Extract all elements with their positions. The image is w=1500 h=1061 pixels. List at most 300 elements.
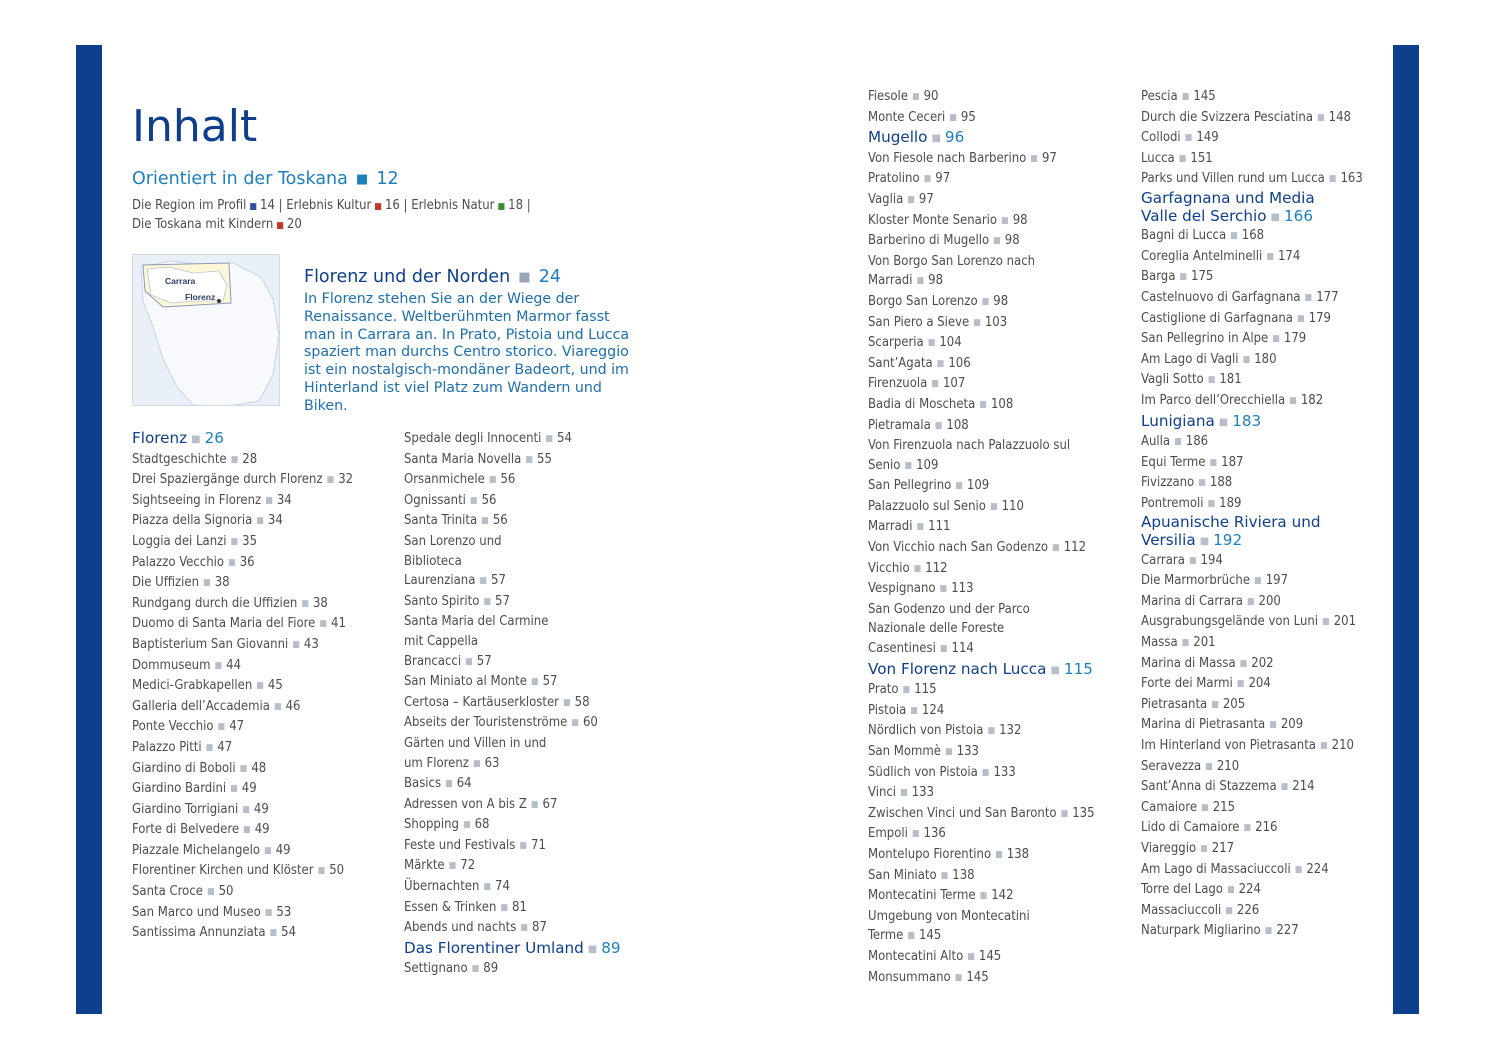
toc-entry-page: 89 [601, 938, 621, 957]
toc-entry-page: 98 [1012, 212, 1028, 228]
toc-entry[interactable] [868, 436, 1083, 476]
intro-list: Die Region im Profil ■ 14 | Erlebnis Kultur ■ 16 | Erlebnis Natur ■ 18 | Die Toskana mit Kindern ■ 20 [132, 198, 531, 232]
toc-entry-title: Von Fiesole nach Barberino [868, 150, 1027, 166]
toc-entry-page: 89 [483, 961, 499, 977]
toc-entry-title: Badia di Moscheta [868, 396, 976, 412]
toc-entry-page: 58 [574, 694, 590, 710]
toc-entry-title: Pescia [1141, 89, 1178, 104]
toc-entry-page: 97 [918, 191, 934, 207]
toc-entry[interactable] [404, 856, 624, 877]
toc-bullet-icon: ■ [1243, 823, 1252, 834]
toc-entry-title: Prato [868, 682, 899, 698]
toc-entry[interactable] [1141, 226, 1381, 247]
toc-entry[interactable] [868, 416, 1113, 437]
toc-bullet-icon: ■ [519, 840, 528, 851]
toc-bullet-icon: ■ [1322, 617, 1330, 628]
toc-bullet-icon: ■ [1319, 741, 1328, 751]
toc-entry[interactable] [1141, 818, 1381, 839]
toc-entry-title: Übernachten [404, 879, 480, 895]
toc-entry[interactable] [132, 656, 377, 677]
toc-entry[interactable] [404, 672, 624, 693]
toc-bullet-icon: ■ [500, 902, 509, 913]
toc-entry[interactable] [1141, 391, 1381, 412]
intro-item[interactable]: Erlebnis Kultur ■ 16 [286, 198, 400, 213]
toc-entry[interactable] [404, 429, 624, 450]
toc-bullet-icon: ■ [230, 784, 238, 795]
toc-entry[interactable] [132, 470, 377, 491]
toc-entry-page: 45 [267, 678, 283, 694]
toc-chapter-heading[interactable] [1141, 514, 1321, 550]
toc-entry[interactable] [132, 450, 377, 471]
toc-entry-page: 71 [531, 837, 546, 853]
toc-entry-page: 57 [542, 674, 558, 690]
toc-entry-title: Empoli [868, 826, 908, 842]
toc-entry[interactable] [404, 511, 624, 532]
toc-entry-title: San Marco und Museo [132, 904, 261, 920]
toc-bullet-icon: ■ [545, 434, 554, 444]
toc-bullet-icon: ■ [1050, 664, 1060, 676]
toc-entry[interactable] [404, 532, 549, 592]
toc-entry-title: Massa [1141, 635, 1178, 651]
toc-entry[interactable] [132, 861, 377, 882]
toc-bullet-icon: ■ [1174, 437, 1182, 448]
toc-entry[interactable] [868, 559, 1113, 580]
toc-entry[interactable] [1141, 715, 1381, 736]
toc-entry[interactable] [868, 907, 1083, 947]
toc-entry[interactable] [132, 841, 377, 862]
toc-entry-title: San Miniato [868, 867, 937, 883]
toc-bullet-icon: ■ [1209, 457, 1218, 468]
toc-entry-page: 32 [338, 472, 354, 488]
toc-entry[interactable] [1141, 860, 1381, 881]
toc-entry-title: Spedale degli Innocenti [404, 431, 542, 446]
toc-entry[interactable] [132, 738, 377, 759]
toc-entry-title: Im Parco dell’Orecchiella [1141, 392, 1286, 408]
toc-entry[interactable] [868, 292, 1113, 313]
section-label: Orientiert in der Toskana [132, 169, 348, 189]
toc-entry[interactable] [1141, 453, 1381, 474]
toc-entry[interactable] [1141, 494, 1381, 515]
toc-entry-title: Essen & Trinken [404, 899, 497, 915]
toc-bullet-icon: ■ [256, 516, 264, 527]
toc-entry[interactable] [868, 87, 1113, 108]
toc-entry[interactable] [132, 511, 377, 532]
toc-entry[interactable] [132, 697, 377, 718]
toc-entry-title: Pietramala [868, 417, 931, 433]
toc-bullet-icon: ■ [228, 557, 236, 568]
toc-entry-page: 103 [984, 314, 1008, 330]
toc-entry-title: Vagli Sotto [1141, 372, 1204, 388]
toc-entry-page: 90 [923, 89, 939, 104]
toc-entry-page: 49 [253, 801, 269, 817]
toc-entry-title: Pontremoli [1141, 495, 1204, 511]
toc-entry-title: Am Lago di Vagli [1141, 351, 1239, 367]
toc-bullet-icon: ■ [981, 767, 990, 778]
toc-entry[interactable] [1141, 169, 1381, 190]
toc-entry[interactable] [404, 592, 624, 613]
toc-bullet-icon: ■ [1184, 133, 1193, 144]
toc-entry-title: Duomo di Santa Maria del Fiore [132, 616, 316, 632]
right-edge-bar [1393, 45, 1419, 1014]
toc-entry-title: Drei Spaziergänge durch Florenz [132, 472, 323, 488]
toc-entry-page: 145 [918, 928, 942, 944]
toc-entry-title: Parks und Villen rund um Lucca [1141, 171, 1325, 187]
toc-entry-page: 54 [281, 925, 297, 941]
toc-entry-page: 97 [935, 171, 951, 187]
toc-entry[interactable] [868, 313, 1113, 334]
toc-entry-title: Apuanische Riviera und Versilia [1141, 513, 1321, 550]
toc-entry-title: Abends und nachts [404, 920, 517, 936]
toc-entry[interactable] [868, 169, 1113, 190]
toc-entry[interactable] [1141, 757, 1381, 778]
toc-entry[interactable] [1141, 288, 1381, 309]
toc-entry-page: 28 [242, 451, 258, 467]
toc-bullet-icon: ■ [954, 972, 963, 983]
toc-entry-page: 181 [1219, 372, 1242, 388]
toc-entry-page: 133 [993, 764, 1016, 780]
toc-entry[interactable] [868, 190, 1113, 211]
toc-entry-title: San Pellegrino in Alpe [1141, 331, 1269, 347]
toc-bullet-icon: ■ [1236, 679, 1245, 690]
toc-entry-title: Vinci [868, 785, 897, 801]
toc-entry[interactable] [868, 742, 1113, 763]
toc-entry-title: Durch die Svizzera Pesciatina [1141, 109, 1313, 125]
toc-entry-page: 179 [1283, 331, 1307, 347]
toc-entry-page: 55 [537, 451, 552, 467]
toc-entry[interactable] [868, 968, 1113, 989]
toc-bullet-icon: ■ [1218, 416, 1229, 428]
toc-entry[interactable] [1141, 329, 1381, 350]
section-page: 12 [376, 169, 399, 189]
toc-entry-page: 205 [1222, 696, 1246, 712]
toc-entry[interactable] [868, 252, 1083, 292]
toc-bullet-icon: ■ [587, 943, 598, 955]
toc-entry[interactable] [868, 211, 1113, 232]
toc-entry[interactable] [132, 635, 377, 656]
toc-entry[interactable] [132, 923, 377, 944]
toc-entry[interactable] [404, 693, 624, 714]
toc-entry-page: 166 [1284, 206, 1313, 225]
toc-entry-page: 138 [1006, 846, 1030, 862]
intro-item[interactable]: Die Region im Profil ■ 14 [132, 198, 275, 213]
toc-entry-page: 189 [1219, 495, 1242, 511]
toc-entry-title: Piazza della Signoria [132, 513, 253, 529]
intro-item[interactable]: Die Toskana mit Kindern ■ 20 [132, 217, 302, 232]
toc-entry[interactable] [132, 800, 377, 821]
toc-entry[interactable] [1141, 736, 1381, 757]
toc-entry-title: Die Uffizien [132, 575, 200, 591]
toc-entry[interactable] [868, 333, 1113, 354]
toc-bullet-icon: ■ [913, 563, 922, 574]
toc-entry[interactable] [1141, 592, 1381, 613]
toc-entry[interactable] [868, 579, 1113, 600]
toc-entry[interactable] [868, 354, 1113, 375]
toc-entry[interactable] [1141, 432, 1381, 453]
toc-entry-title: Fiesole [868, 89, 908, 104]
toc-entry[interactable] [132, 759, 377, 780]
toc-entry-page: 151 [1190, 150, 1213, 166]
toc-entry-title: Bagni di Lucca [1141, 228, 1227, 244]
toc-entry-title: Feste und Festivals [404, 837, 516, 853]
toc-entry[interactable] [868, 701, 1113, 722]
toc-entry-title: San Lorenzo und Biblioteca Laurenziana [404, 533, 502, 589]
toc-entry[interactable] [1141, 654, 1381, 675]
toc-entry[interactable] [132, 779, 377, 800]
toc-entry-page: 57 [476, 653, 492, 669]
toc-entry-page: 53 [276, 904, 292, 920]
toc-entry[interactable] [404, 734, 549, 774]
toc-entry[interactable] [868, 947, 1113, 968]
toc-bullet-icon: ■ [317, 866, 326, 877]
toc-entry[interactable] [132, 717, 377, 738]
toc-chapter-heading[interactable] [404, 939, 624, 960]
intro-item[interactable]: Erlebnis Natur ■ 18 [411, 198, 524, 213]
toc-entry[interactable] [868, 866, 1113, 887]
toc-entry[interactable] [1141, 839, 1381, 860]
feature-heading[interactable]: Florenz und der Norden ■ 24 [304, 267, 562, 287]
toc-entry[interactable] [1141, 921, 1381, 942]
toc-entry-title: Naturpark Migliarino [1141, 923, 1261, 939]
toc-entry[interactable] [868, 538, 1113, 559]
toc-bullet-icon: ■ [911, 92, 920, 102]
toc-entry-page: 56 [500, 472, 516, 488]
toc-entry[interactable] [404, 713, 624, 734]
toc-entry[interactable] [132, 491, 377, 512]
toc-entry[interactable] [1141, 571, 1381, 592]
toc-bullet-icon: ■ [273, 701, 282, 712]
toc-entry-title: Montecatini Alto [868, 948, 964, 964]
section-heading[interactable]: Orientiert in der Toskana ■ 12 [132, 169, 399, 189]
toc-chapter-heading[interactable] [1141, 412, 1381, 433]
toc-entry[interactable] [868, 476, 1113, 497]
toc-bullet-icon: ■ [265, 495, 273, 506]
tuscany-map-graphic [133, 255, 280, 406]
toc-bullet-icon: ■ [910, 705, 918, 716]
toc-entry[interactable] [404, 836, 624, 857]
toc-entry[interactable] [1141, 370, 1381, 391]
toc-entry[interactable] [1141, 108, 1381, 129]
toc-entry[interactable] [1141, 128, 1381, 149]
toc-entry[interactable] [404, 898, 624, 919]
toc-bullet-icon: ■ [944, 747, 953, 757]
toc-entry[interactable] [132, 820, 377, 841]
toc-entry-title: Pietrasanta [1141, 696, 1208, 712]
toc-entry-title: Giardino di Boboli [132, 760, 236, 776]
toc-entry-page: 112 [925, 560, 948, 576]
toc-entry[interactable] [1141, 695, 1381, 716]
toc-entry[interactable] [404, 491, 624, 512]
toc-entry[interactable] [132, 614, 377, 635]
toc-bullet-icon: ■ [1211, 699, 1219, 710]
toc-entry-title: Ausgrabungsgelände von Luni [1141, 614, 1319, 630]
toc-chapter-heading[interactable] [868, 128, 1113, 149]
toc-chapter-heading[interactable] [132, 429, 377, 450]
toc-bullet-icon: ■ [1280, 782, 1289, 793]
toc-entry[interactable] [868, 108, 1113, 129]
toc-bullet-icon: ■ [993, 236, 1001, 247]
toc-entry[interactable] [1141, 87, 1381, 108]
toc-entry-title: Lido di Camaiore [1141, 820, 1240, 836]
toc-entry-page: 47 [217, 739, 233, 755]
toc-entry-page: 133 [911, 785, 935, 801]
toc-entry-title: Santissima Annunziata [132, 925, 266, 941]
toc-entry[interactable] [404, 918, 624, 939]
page-title: Inhalt [132, 101, 258, 152]
toc-entry-title: Von Vicchio nach San Godenzo [868, 540, 1049, 556]
toc-entry[interactable] [132, 903, 377, 924]
toc-entry[interactable] [1141, 350, 1381, 371]
toc-bullet-icon: ■ [571, 718, 579, 729]
toc-entry[interactable] [868, 149, 1113, 170]
toc-entry[interactable] [404, 774, 624, 795]
toc-entry[interactable] [1141, 633, 1381, 654]
toc-entry-title: Florentiner Kirchen und Klöster [132, 863, 314, 879]
toc-bullet-icon: ■ [203, 578, 211, 589]
toc-entry-page: 95 [960, 109, 976, 125]
toc-bullet-icon: ■ [1230, 231, 1238, 242]
toc-entry[interactable] [868, 721, 1113, 742]
toc-entry-page: 108 [990, 396, 1014, 412]
toc-entry[interactable] [132, 594, 377, 615]
toc-entry-page: 202 [1251, 655, 1274, 671]
toc-entry-title: Vicchio [868, 560, 910, 576]
toc-entry-page: 201 [1193, 635, 1216, 651]
toc-entry[interactable] [404, 877, 624, 898]
toc-bullet-icon: ■ [465, 656, 473, 667]
toc-entry-title: Forte di Belvedere [132, 822, 240, 838]
toc-entry-title: San Mommè [868, 744, 941, 759]
toc-entry[interactable] [868, 783, 1113, 804]
toc-bullet-icon: ■ [1207, 498, 1216, 509]
toc-entry[interactable] [868, 395, 1113, 416]
toc-entry[interactable] [404, 959, 624, 980]
toc-bullet-icon: ■ [488, 475, 497, 486]
toc-bullet-icon: ■ [1242, 354, 1251, 365]
toc-entry[interactable] [404, 795, 624, 816]
toc-entry-title: Von Florenz nach Lucca [868, 659, 1047, 678]
toc-entry-page: 109 [966, 478, 990, 494]
toc-entry[interactable] [868, 824, 1113, 845]
toc-entry[interactable] [1141, 267, 1381, 288]
toc-entry[interactable] [1141, 247, 1381, 268]
toc-entry-page: 49 [241, 781, 257, 797]
toc-entry[interactable] [404, 815, 624, 836]
toc-bullet-icon: ■ [1294, 864, 1303, 875]
toc-entry-page: 38 [214, 575, 230, 591]
toc-entry-title: Palazzuolo sul Senio [868, 498, 986, 514]
toc-entry-page: 135 [1072, 805, 1095, 821]
toc-entry-page: 142 [991, 888, 1014, 904]
toc-entry-page: 57 [491, 573, 506, 589]
toc-entry-title: San Piero a Sieve [868, 314, 970, 330]
toc-entry-title: Nördlich von Pistoia [868, 723, 984, 739]
toc-entry-title: Coreglia Antelminelli [1141, 248, 1263, 264]
toc-bullet-icon: ■ [1200, 843, 1208, 854]
toc-entry-page: 175 [1191, 269, 1214, 285]
toc-chapter-heading[interactable] [1141, 190, 1321, 226]
toc-bullet-icon: ■ [483, 596, 492, 607]
toc-entry[interactable] [868, 763, 1113, 784]
toc-entry[interactable] [1141, 777, 1381, 798]
toc-entry-page: 98 [993, 293, 1009, 309]
toc-bullet-icon: ■ [264, 845, 272, 856]
toc-bullet-icon: ■ [230, 536, 239, 547]
toc-entry[interactable] [868, 497, 1113, 518]
toc-entry[interactable] [868, 680, 1113, 701]
toc-entry-title: Baptisterium San Giovanni [132, 636, 289, 652]
toc-entry[interactable] [1141, 309, 1381, 330]
toc-entry[interactable] [1141, 149, 1381, 170]
toc-entry-page: 49 [254, 822, 270, 838]
toc-entry-title: Mugello [868, 128, 928, 147]
toc-bullet-icon: ■ [530, 799, 539, 810]
toc-entry-page: 192 [1213, 531, 1243, 550]
toc-entry-title: Pistoia [868, 702, 907, 718]
toc-entry-page: 72 [460, 858, 476, 874]
toc-entry[interactable] [868, 517, 1113, 538]
toc-entry-title: Abseits der Touristenströme [404, 715, 568, 731]
toc-entry-title: Monte Ceceri [868, 109, 946, 125]
toc-bullet-icon: ■ [987, 726, 996, 737]
toc-chapter-heading[interactable] [868, 660, 1113, 681]
toc-entry[interactable] [868, 845, 1113, 866]
toc-entry-title: Am Lago di Massaciuccoli [1141, 861, 1291, 877]
toc-entry[interactable] [1141, 901, 1381, 922]
toc-entry-page: 136 [923, 826, 946, 842]
toc-entry[interactable] [1141, 473, 1381, 494]
toc-entry-page: 48 [251, 760, 267, 776]
toc-entry[interactable] [868, 600, 1083, 660]
toc-entry-title: San Miniato al Monte [404, 674, 527, 690]
toc-entry[interactable] [868, 886, 1113, 907]
toc-entry-title: Marina di Massa [1141, 655, 1236, 671]
toc-entry-title: Montecatini Terme [868, 888, 976, 904]
toc-entry[interactable] [404, 470, 624, 491]
toc-entry-page: 34 [267, 513, 283, 529]
toc-entry-page: 226 [1236, 902, 1260, 918]
toc-entry[interactable] [1141, 612, 1381, 633]
toc-bullet-icon: ■ [1316, 112, 1325, 123]
toc-entry[interactable] [868, 374, 1113, 395]
toc-bullet-icon: ■ [1264, 926, 1273, 937]
toc-entry-page: 98 [1004, 233, 1020, 249]
toc-entry-page: 217 [1211, 840, 1235, 856]
toc-entry-page: 174 [1277, 248, 1301, 264]
toc-entry[interactable] [132, 553, 377, 574]
toc-entry-page: 179 [1308, 310, 1331, 326]
toc-entry[interactable] [132, 676, 377, 697]
toc-entry[interactable] [132, 882, 377, 903]
toc-entry[interactable] [868, 231, 1113, 252]
toc-entry-page: 47 [229, 719, 245, 735]
toc-bullet-icon: ■ [936, 358, 945, 369]
toc-bullet-icon: ■ [907, 931, 915, 942]
toc-entry[interactable] [404, 612, 549, 672]
toc-entry[interactable] [1141, 880, 1381, 901]
toc-bullet-icon: ■ [462, 820, 471, 831]
toc-entry[interactable] [868, 804, 1113, 825]
toc-entry[interactable] [1141, 798, 1381, 819]
toc-entry-page: 186 [1185, 434, 1209, 450]
toc-entry[interactable] [404, 450, 624, 471]
toc-entry-page: 60 [582, 715, 598, 731]
toc-entry-title: Borgo San Lorenzo [868, 293, 978, 309]
toc-entry[interactable] [1141, 674, 1381, 695]
toc-entry[interactable] [132, 573, 377, 594]
toc-entry[interactable] [1141, 551, 1381, 572]
toc-entry[interactable] [132, 532, 377, 553]
toc-entry-page: 209 [1280, 717, 1304, 733]
